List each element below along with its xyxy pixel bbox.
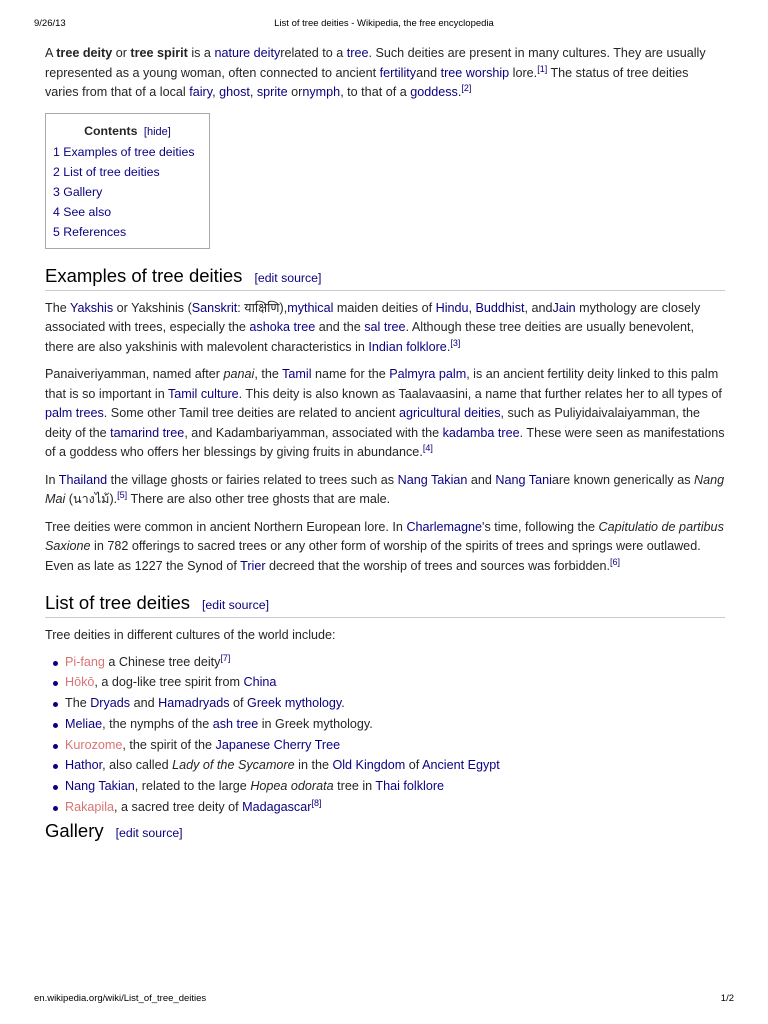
toc-label: References bbox=[63, 224, 127, 239]
text: a Chinese tree deity bbox=[104, 654, 221, 669]
link-rakapila[interactable]: Rakapila bbox=[65, 800, 115, 815]
text: 's time, following the bbox=[482, 519, 599, 534]
toc-number: 2 bbox=[53, 164, 60, 179]
link-thailand[interactable]: Thailand bbox=[58, 472, 108, 487]
toc-label: Gallery bbox=[63, 184, 103, 199]
link-japanese-cherry-tree[interactable]: Japanese Cherry Tree bbox=[215, 737, 341, 752]
link-charlemagne[interactable]: Charlemagne bbox=[406, 519, 483, 534]
list-item bbox=[65, 755, 725, 776]
section-heading-examples bbox=[45, 265, 725, 291]
toc-number: 4 bbox=[53, 204, 60, 219]
link-ghost[interactable]: ghost bbox=[219, 85, 250, 99]
list-item bbox=[65, 652, 725, 673]
text: mythology are closely associated with trees, especially the bbox=[45, 300, 701, 334]
text: and bbox=[130, 696, 159, 711]
list-intro: Tree deities in different cultures of the world include: bbox=[45, 628, 336, 642]
link-hathor[interactable]: Hathor bbox=[65, 758, 103, 773]
text: In bbox=[45, 472, 59, 487]
text: . bbox=[341, 696, 345, 711]
toc-number: 1 bbox=[53, 144, 60, 159]
text: tree in bbox=[333, 779, 376, 794]
text: related to a bbox=[280, 46, 347, 60]
tree-deity-list bbox=[45, 652, 725, 818]
text: The bbox=[45, 300, 70, 315]
link-sal-tree[interactable]: sal tree bbox=[364, 320, 406, 334]
link-pi-fang[interactable]: Pi-fang bbox=[65, 654, 105, 669]
toc-heading: Contents bbox=[84, 123, 138, 138]
text: are known generically as bbox=[551, 472, 695, 487]
print-footer bbox=[34, 993, 734, 1007]
article-content bbox=[45, 44, 725, 845]
list-item bbox=[65, 776, 725, 797]
ref-link-2[interactable]: [2] bbox=[461, 82, 472, 93]
toc-label: Examples of tree deities bbox=[63, 144, 195, 159]
link-tamil[interactable]: Tamil bbox=[282, 367, 312, 381]
text: , a dog-like tree spirit from bbox=[94, 675, 244, 690]
ref-link-4[interactable]: [4] bbox=[422, 442, 433, 453]
toc-item[interactable] bbox=[53, 162, 209, 182]
edit-source-link[interactable]: [edit source] bbox=[115, 825, 183, 840]
link-nang-takian[interactable]: Nang Takian bbox=[397, 472, 468, 487]
toc-number: 3 bbox=[53, 184, 60, 199]
text: lore. bbox=[509, 65, 538, 80]
toc-number: 5 bbox=[53, 224, 60, 239]
list-item bbox=[65, 735, 725, 756]
text: (นางไม้). bbox=[65, 492, 118, 506]
link-tamil-culture[interactable]: Tamil culture bbox=[167, 386, 239, 401]
text: Panaiveriyamman, named after bbox=[45, 367, 224, 381]
link-greek-mythology[interactable]: Greek mythology bbox=[247, 696, 342, 711]
text: , bbox=[468, 300, 476, 315]
ref-link-7[interactable]: [7] bbox=[220, 652, 231, 663]
print-date: 9/26/13 bbox=[34, 18, 66, 29]
text: . Although these tree deities are usually benevolent, there are also yakshinis with malevolent characteristics in bbox=[45, 320, 695, 354]
toc-list bbox=[53, 142, 209, 242]
text: or Yakshinis ( bbox=[113, 300, 192, 315]
text: . bbox=[446, 339, 451, 354]
list-item bbox=[65, 693, 725, 714]
ref-link-5[interactable]: [5] bbox=[117, 489, 128, 500]
toc-label: See also bbox=[63, 204, 112, 219]
link-palmyra-palm[interactable]: Palmyra palm bbox=[389, 367, 467, 381]
list-item bbox=[65, 714, 725, 735]
ref-link-1[interactable]: [1] bbox=[537, 63, 548, 74]
link-sanskrit[interactable]: Sanskrit bbox=[191, 300, 238, 315]
paragraph-thailand bbox=[45, 471, 725, 510]
link-fairy[interactable]: fairy bbox=[189, 85, 213, 99]
link-madagascar[interactable]: Madagascar bbox=[242, 800, 312, 815]
text: maiden deities of bbox=[333, 300, 436, 315]
link-ancient-egypt[interactable]: Ancient Egypt bbox=[422, 758, 500, 773]
text: , also called bbox=[102, 758, 173, 773]
link-hamadryads[interactable]: Hamadryads bbox=[158, 696, 230, 711]
ref-link-3[interactable]: [3] bbox=[450, 337, 461, 348]
text: or bbox=[112, 46, 131, 60]
text: . These were seen as manifestations of a goddess who offers her blessings by giving fruits in abundance. bbox=[45, 425, 725, 459]
italic-term: panai bbox=[223, 367, 255, 381]
link-buddhist[interactable]: Buddhist bbox=[475, 300, 525, 315]
link-fertility[interactable]: fertility bbox=[379, 65, 417, 80]
text: in Greek mythology. bbox=[258, 716, 373, 731]
paragraph-panaiveriyamman bbox=[45, 365, 725, 463]
text: , a sacred tree deity of bbox=[114, 800, 243, 815]
link-yakshis[interactable]: Yakshis bbox=[69, 300, 114, 315]
italic-term: Capitulatio de partibus Saxione bbox=[45, 519, 724, 553]
ref-link-6[interactable]: [6] bbox=[609, 556, 620, 567]
text: , bbox=[249, 85, 257, 99]
text: and bbox=[467, 472, 496, 487]
link-nymph[interactable]: nymph bbox=[302, 85, 341, 99]
text: , is an ancient fertility deity linked to this palm that is so important in bbox=[45, 367, 719, 401]
text: : याक्षिणि), bbox=[237, 300, 288, 315]
toc-item[interactable] bbox=[53, 222, 209, 242]
link-ash-tree[interactable]: ash tree bbox=[212, 716, 259, 731]
text: There are also other tree ghosts that are male. bbox=[127, 492, 391, 506]
text: , the bbox=[254, 367, 283, 381]
paragraph-northern-europe bbox=[45, 518, 725, 577]
link-palm-trees[interactable]: palm trees bbox=[45, 406, 104, 420]
link-meliae[interactable]: Meliae bbox=[65, 716, 103, 731]
link-jain[interactable]: Jain bbox=[552, 300, 576, 315]
toc-item[interactable] bbox=[53, 202, 209, 222]
text: The status of tree deities varies from that of a local bbox=[45, 65, 689, 99]
toc-item[interactable] bbox=[53, 182, 209, 202]
text: decreed that the worship of trees and sources was forbidden. bbox=[265, 558, 610, 573]
text: , the nymphs of the bbox=[102, 716, 213, 731]
italic-term: Hopea odorata bbox=[250, 779, 334, 794]
text: in the bbox=[294, 758, 333, 773]
link-nature-deity[interactable]: nature deity bbox=[214, 46, 281, 60]
heading-text: List of tree deities bbox=[45, 592, 190, 613]
text: . Some other Tamil tree deities are related to ancient bbox=[103, 406, 399, 420]
section-heading-gallery bbox=[45, 820, 725, 845]
text: , bbox=[212, 85, 220, 99]
text: , and Kadambariyamman, associated with the bbox=[184, 425, 443, 440]
text: . Such deities are present in many cultures. They are usually represented as a young woman, often connected to ancient bbox=[45, 46, 706, 80]
text: name for the bbox=[311, 367, 390, 381]
link-hoko[interactable]: Hōkō bbox=[65, 675, 95, 690]
text: , such as Puliyidaivalaiyamman, the deity of the bbox=[45, 406, 700, 440]
text: , related to the large bbox=[134, 779, 251, 794]
link-dryads[interactable]: Dryads bbox=[90, 696, 131, 711]
heading-text: Examples of tree deities bbox=[45, 264, 243, 286]
bold-term: tree spirit bbox=[130, 46, 188, 60]
list-item bbox=[65, 672, 725, 693]
link-agricultural-deities[interactable]: agricultural deities bbox=[398, 406, 501, 420]
page-number: 1/2 bbox=[720, 993, 734, 1004]
link-kurozome[interactable]: Kurozome bbox=[65, 737, 123, 752]
print-url: en.wikipedia.org/wiki/List_of_tree_deities bbox=[34, 993, 207, 1004]
ref-link-8[interactable]: [8] bbox=[311, 797, 322, 808]
section-heading-list bbox=[45, 592, 725, 618]
italic-term: Nang Mai bbox=[45, 472, 725, 506]
link-goddess[interactable]: goddess bbox=[410, 85, 458, 99]
link-mythical[interactable]: mythical bbox=[287, 300, 334, 315]
link-indian-folklore[interactable]: Indian folklore bbox=[368, 339, 447, 354]
text: and bbox=[416, 65, 441, 80]
text: , and bbox=[524, 300, 553, 315]
link-tree-worship[interactable]: tree worship bbox=[440, 65, 510, 80]
table-of-contents bbox=[45, 113, 210, 249]
link-hindu[interactable]: Hindu bbox=[435, 300, 469, 315]
text: the village ghosts or fairies related to trees such as bbox=[107, 472, 398, 487]
link-sprite[interactable]: sprite bbox=[256, 85, 288, 99]
text: is a bbox=[187, 46, 215, 60]
text: , to that of a bbox=[340, 85, 411, 99]
link-tree[interactable]: tree bbox=[346, 46, 369, 60]
text: Tree deities were common in ancient Northern European lore. In bbox=[45, 519, 407, 534]
text: , the spirit of the bbox=[122, 737, 216, 752]
text: . This deity is also known as Taalavaasini, a name that further relates her to all types of bbox=[238, 386, 722, 401]
link-old-kingdom[interactable]: Old Kingdom bbox=[332, 758, 406, 773]
intro-paragraph bbox=[45, 44, 725, 103]
link-thai-folklore[interactable]: Thai folklore bbox=[375, 779, 445, 794]
list-item bbox=[65, 797, 725, 818]
edit-source-link[interactable]: [edit source] bbox=[254, 270, 322, 285]
link-kadamba-tree[interactable]: kadamba tree bbox=[442, 425, 520, 440]
print-header bbox=[34, 18, 734, 32]
text: The bbox=[65, 696, 91, 711]
text: of bbox=[229, 696, 248, 711]
text: or bbox=[287, 85, 303, 99]
text: in 782 offerings to sacred trees or any other form of worship of the spirits of trees and springs were outlawed. Even as late as 1227 the Synod of bbox=[45, 539, 701, 573]
italic-term: Lady of the Sycamore bbox=[172, 758, 295, 773]
edit-source-link[interactable]: [edit source] bbox=[202, 598, 269, 612]
toc-title bbox=[53, 124, 209, 138]
text: A bbox=[45, 46, 57, 60]
link-ashoka-tree[interactable]: ashoka tree bbox=[249, 320, 316, 334]
link-nang-tani[interactable]: Nang Tani bbox=[495, 472, 552, 487]
print-page-title: List of tree deities - Wikipedia, the free encyclopedia bbox=[274, 18, 494, 29]
text: and the bbox=[315, 320, 365, 334]
toc-item[interactable] bbox=[53, 142, 209, 162]
text: of bbox=[405, 758, 423, 773]
text: . bbox=[457, 85, 462, 99]
bold-term: tree deity bbox=[56, 46, 113, 60]
toc-label: List of tree deities bbox=[63, 164, 160, 179]
link-tamarind-tree[interactable]: tamarind tree bbox=[110, 425, 185, 440]
heading-text: Gallery bbox=[45, 819, 104, 841]
link-trier[interactable]: Trier bbox=[240, 558, 266, 573]
link-nang-takian[interactable]: Nang Takian bbox=[65, 779, 135, 794]
link-china[interactable]: China bbox=[243, 675, 277, 690]
toc-hide-toggle[interactable]: [hide] bbox=[143, 125, 171, 138]
paragraph-yakshis bbox=[45, 299, 725, 358]
